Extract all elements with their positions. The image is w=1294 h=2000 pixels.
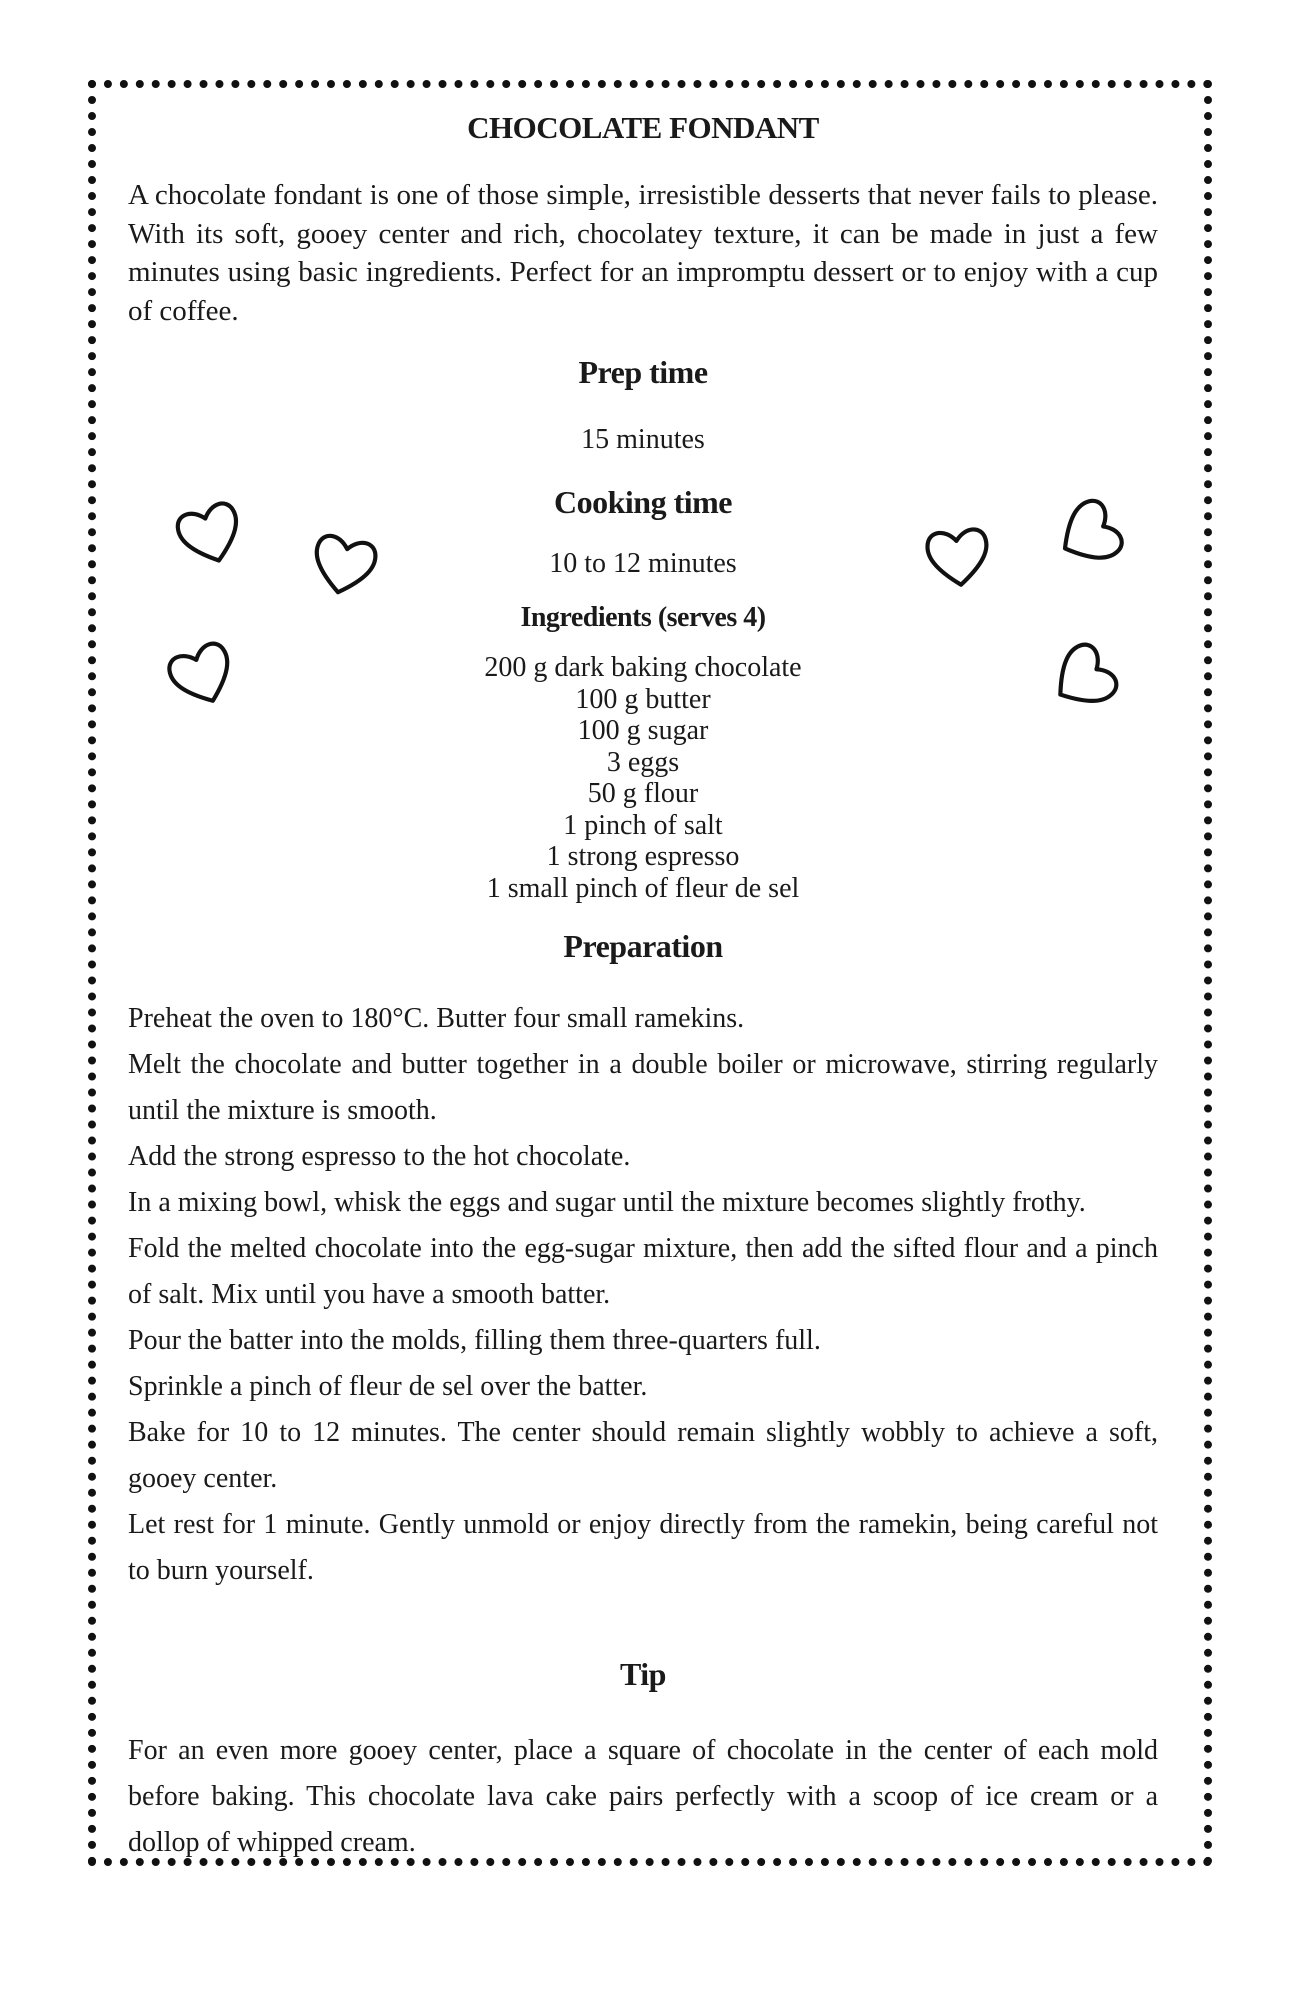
ingredient-item: 50 g flour — [587, 778, 699, 809]
ingredients-list — [128, 652, 1158, 904]
ingredient-item: 3 eggs — [606, 746, 680, 778]
prep-time-value: 15 minutes — [581, 424, 705, 455]
cooking-time-value: 10 to 12 minutes — [549, 548, 737, 579]
dotted-border-frame — [88, 80, 1212, 1866]
preparation-step: Pour the batter into the molds, filling them three-quarters full. — [128, 1325, 821, 1356]
ingredient-item: 100 g sugar — [577, 715, 709, 746]
preparation-steps — [128, 996, 1158, 1594]
preparation-step: Fold the melted chocolate into the egg-sugar mixture, then add the sifted flour and a pinch of salt. Mix until you have a smooth batter. — [128, 1233, 1158, 1310]
preparation-step: Preheat the oven to 180°C. Butter four small ramekins. — [128, 1003, 745, 1034]
preparation-heading: Preparation — [563, 928, 723, 964]
preparation-step: Melt the chocolate and butter together in a double boiler or microwave, stirring regularly until the mixture is smooth. — [128, 1049, 1158, 1126]
preparation-step: Let rest for 1 minute. Gently unmold or enjoy directly from the ramekin, being careful not to burn yourself. — [128, 1509, 1158, 1586]
heart-outline-icon — [299, 519, 389, 609]
tip-text — [128, 1728, 1158, 1866]
ingredient-item: 100 g butter — [575, 683, 711, 715]
tip-heading: Tip — [620, 1656, 666, 1692]
tip-paragraph: For an even more gooey center, place a square of chocolate in the center of each mold before baking. This chocolate lava cake pairs perfectly with a scoop of ice cream or a dollop of whipped cream. — [128, 1735, 1158, 1858]
ingredient-item: 1 strong espresso — [546, 841, 740, 872]
cooking-time-heading: Cooking time — [554, 484, 732, 520]
ingredient-item: 1 small pinch of fleur de sel — [486, 872, 800, 904]
preparation-step: Bake for 10 to 12 minutes. The center should remain slightly wobbly to achieve a soft, gooey center. — [128, 1417, 1158, 1494]
preparation-step: Sprinkle a pinch of fleur de sel over the batter. — [128, 1371, 648, 1402]
ingredient-item: 1 pinch of salt — [563, 809, 723, 841]
ingredients-heading: Ingredients (serves 4) — [520, 602, 766, 633]
heart-outline-icon — [916, 514, 1000, 598]
prep-time-heading: Prep time — [578, 354, 708, 390]
recipe-intro: A chocolate fondant is one of those simple, irresistible desserts that never fails to please. With its soft, gooey center and rich, chocolatey texture, it can be made in just a few minutes using basic ingredients. Perfect for an impromptu dessert or to enjoy with a cup of coffee. — [128, 179, 1158, 327]
preparation-step: Add the strong espresso to the hot chocolate. — [128, 1141, 631, 1172]
recipe-title: CHOCOLATE FONDANT — [467, 110, 819, 145]
preparation-step: In a mixing bowl, whisk the eggs and sugar until the mixture becomes slightly frothy. — [128, 1187, 1086, 1218]
ingredient-item: 200 g dark baking chocolate — [484, 652, 802, 683]
